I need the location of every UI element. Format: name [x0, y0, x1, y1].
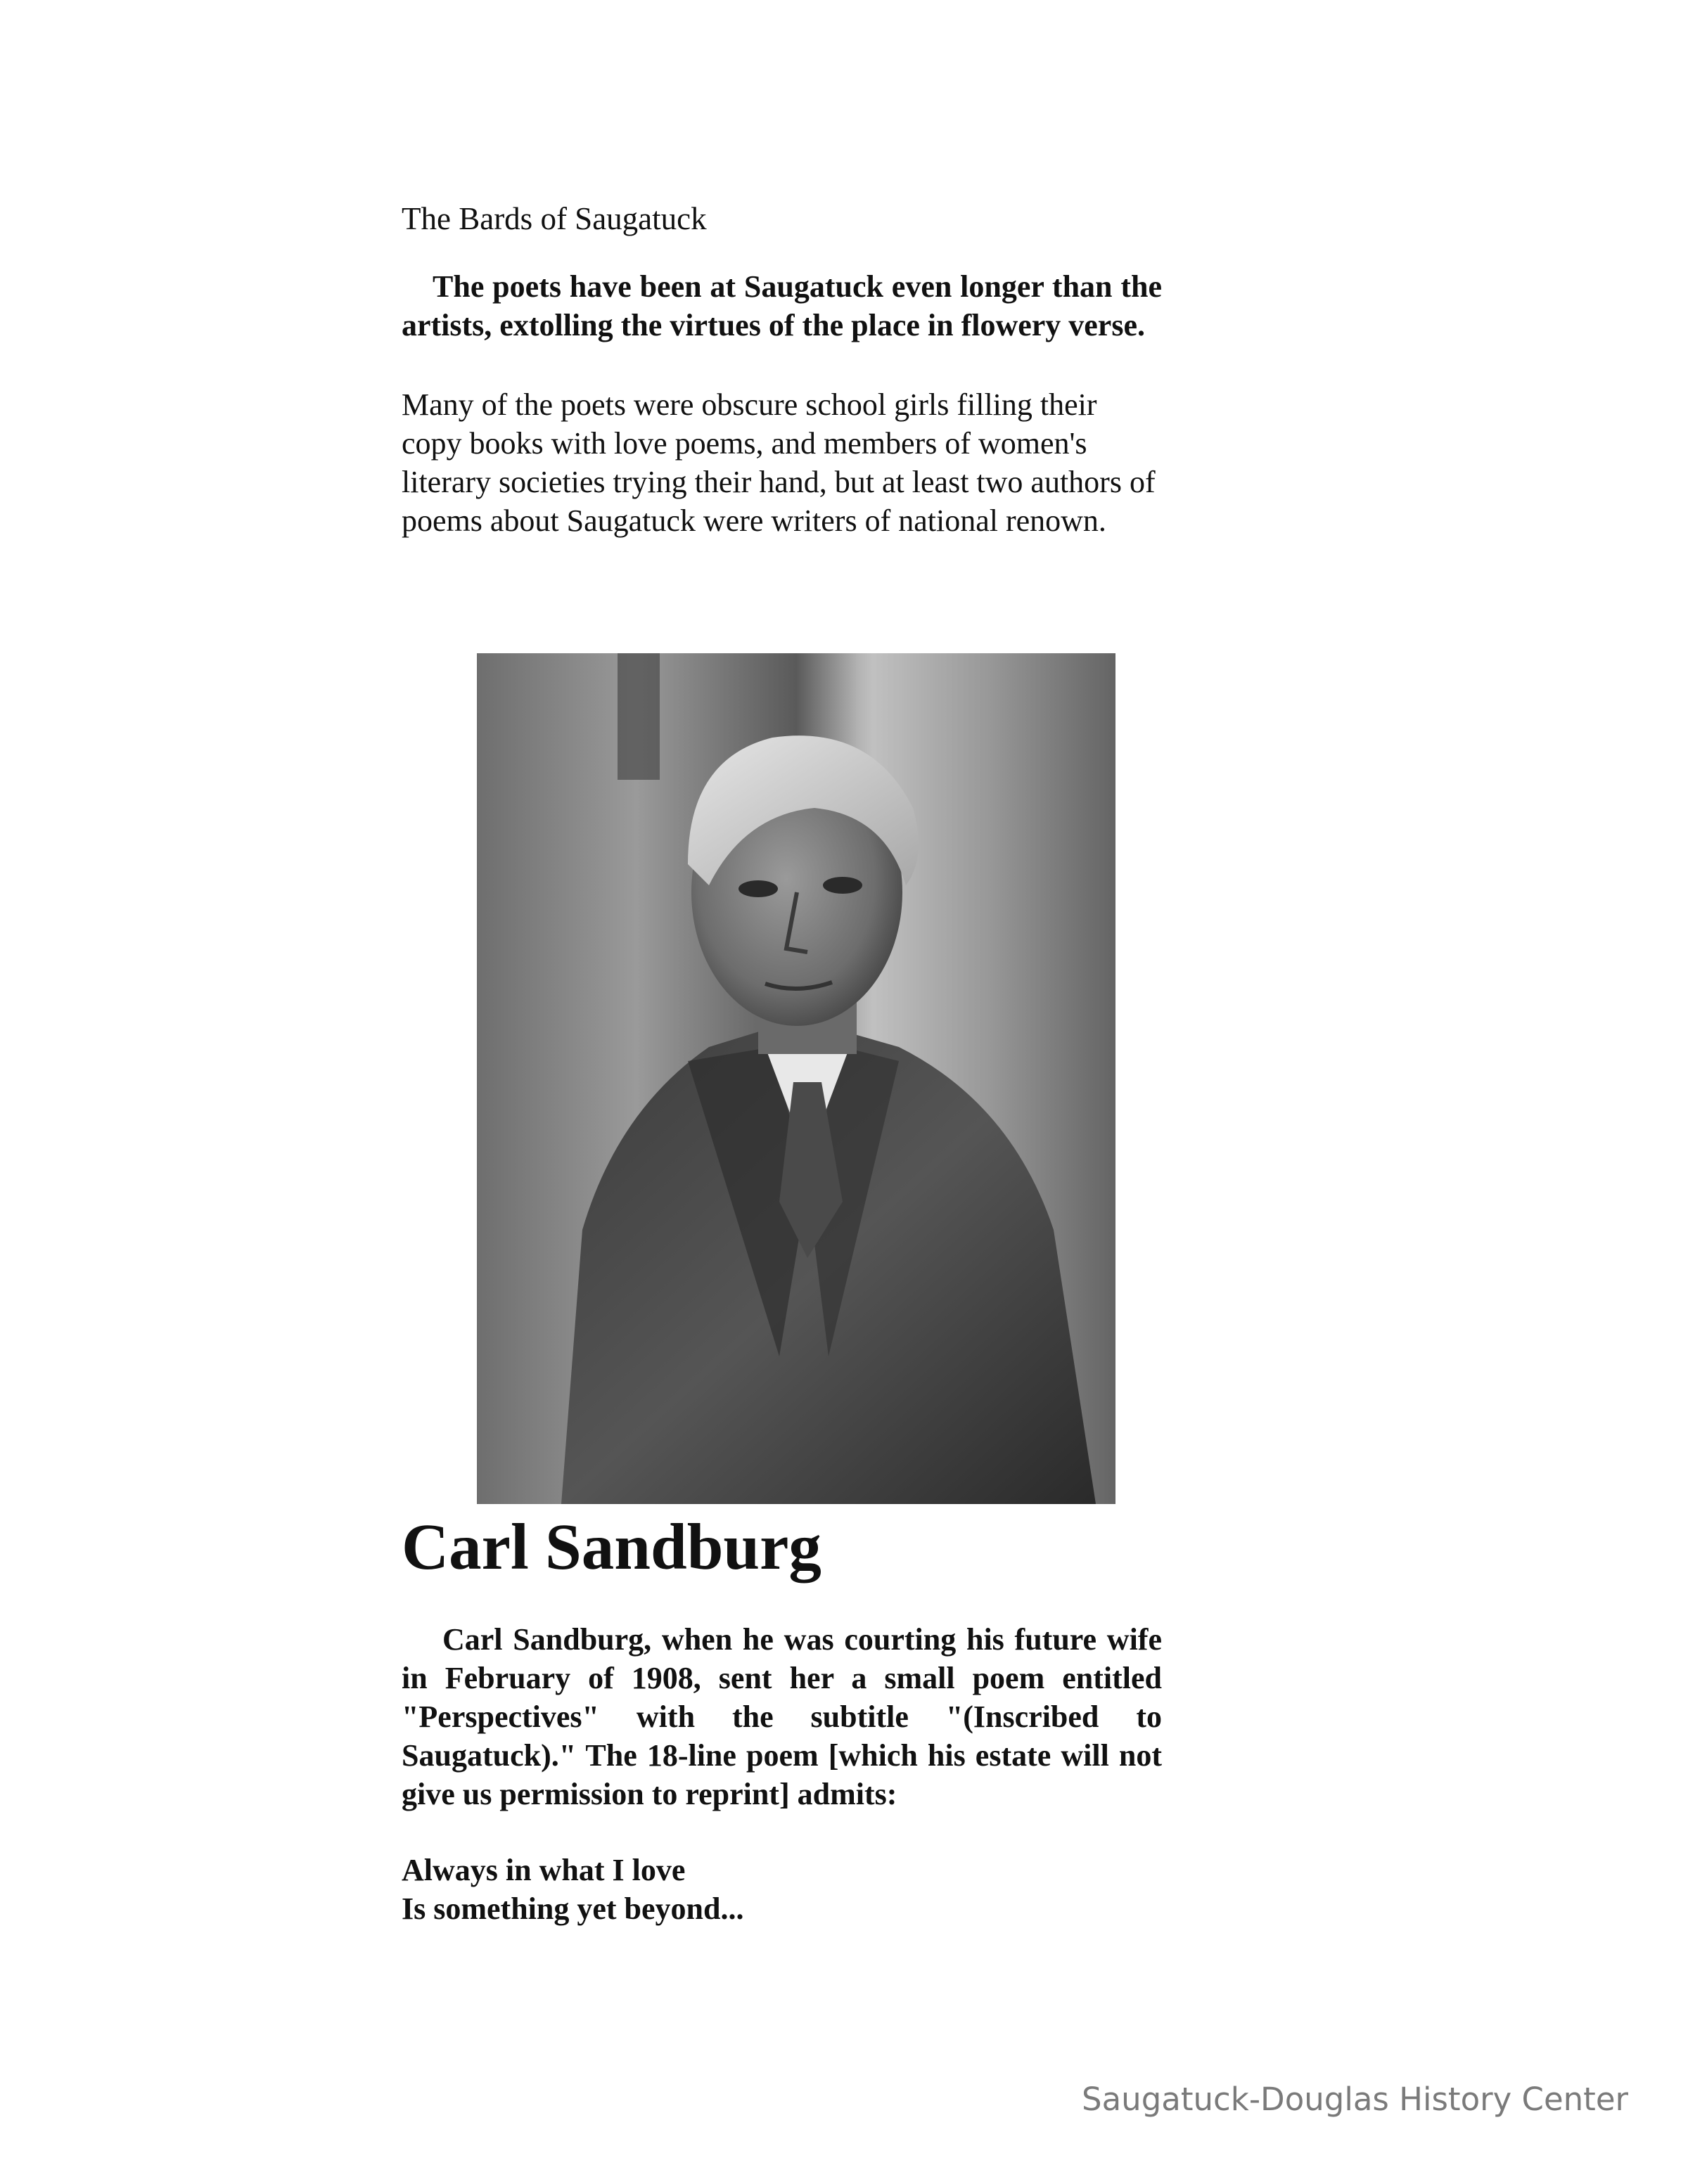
sandburg-portrait-photo	[477, 653, 1115, 1504]
poem-line: Is something yet beyond...	[402, 1891, 744, 1926]
section-title: The Bards of Saugatuck	[402, 201, 707, 236]
footer-credit: Saugatuck-Douglas History Center	[1082, 2081, 1628, 2118]
portrait-illustration	[477, 653, 1115, 1504]
poem-line: Always in what I love	[402, 1853, 686, 1887]
person-name-heading: Carl Sandburg	[402, 1511, 821, 1584]
sandburg-paragraph	[402, 1620, 1162, 1813]
sandburg-paragraph-text: Carl Sandburg, when he was courting his future wife in February of 1908, sent her a small poem entitled "Perspectives" with the subtitle "(Inscribed to Saugatuck)." The 18-line poem [which his estate will not give us permission to reprint] admits:	[402, 1622, 1162, 1811]
intro-paragraph	[402, 267, 1162, 345]
poem-excerpt	[402, 1851, 1162, 1928]
intro-bold-text: The poets have been at Saugatuck even longer than the artists, extolling the virtues of the place in flowery verse.	[402, 269, 1162, 342]
intro-body-paragraph: Many of the poets were obscure school girls filling their copy books with love poems, and members of women's literary societies trying their hand, but at least two authors of poems about Saugatuck were writers of national renown.	[402, 387, 1156, 538]
